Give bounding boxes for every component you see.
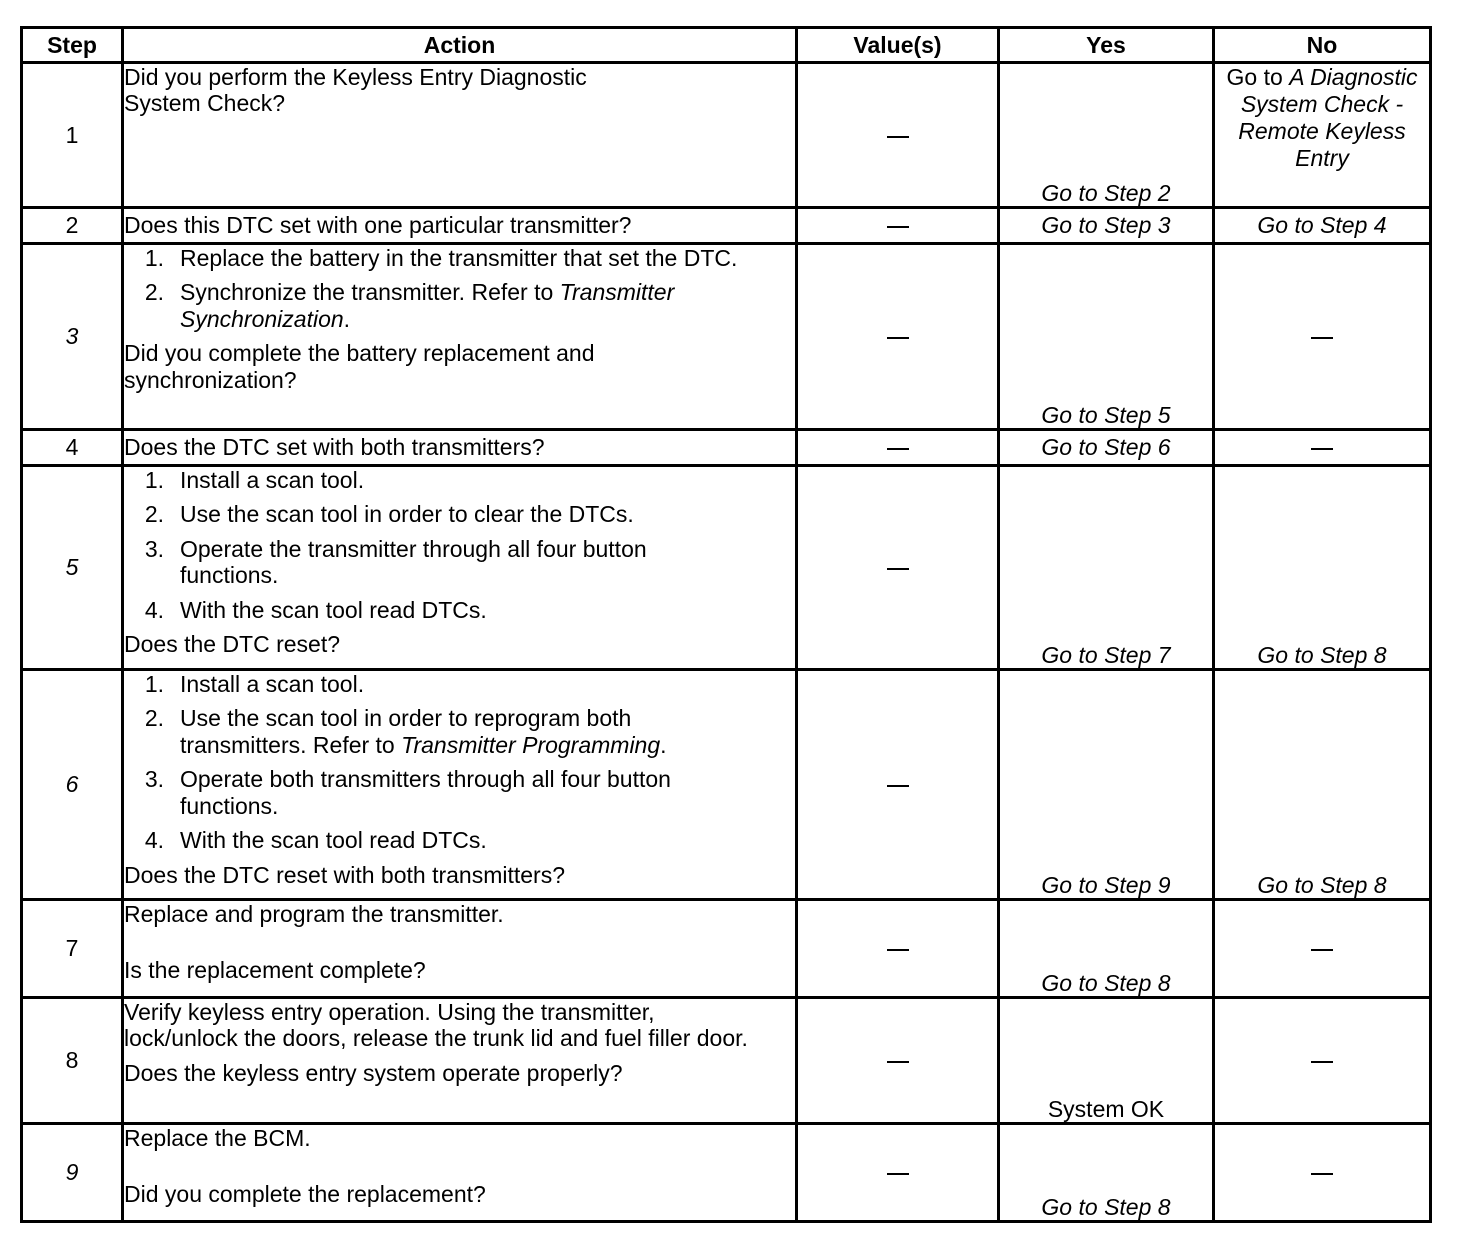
list-text-end: . <box>343 305 351 332</box>
no-cell <box>1214 244 1431 430</box>
list-text: With the scan tool read DTCs. <box>180 596 487 623</box>
table-row <box>22 900 1431 998</box>
list-number: 2. <box>144 501 164 528</box>
list-number: 1. <box>144 467 164 493</box>
yes-cell <box>999 998 1214 1124</box>
value-cell <box>797 466 999 670</box>
step-number: 5 <box>22 466 123 670</box>
dash-mark <box>1311 1061 1333 1063</box>
step-number: 9 <box>22 1124 123 1222</box>
list-text <box>180 279 795 332</box>
list-text-body: Synchronize the transmitter. Refer to <box>180 279 560 306</box>
yes-cell <box>999 63 1214 208</box>
yes-link[interactable]: Go to Step 8 <box>1041 969 1171 996</box>
action-text: Verify keyless entry operation. Using the transmitter, lock/unlock the doors, release the trunk lid and fuel filler door. <box>124 999 748 1052</box>
header-row <box>22 28 1431 63</box>
action-cell <box>123 1124 797 1222</box>
list-number: 1. <box>144 245 164 271</box>
action-question: Does the keyless entry system operate properly? <box>124 1059 623 1086</box>
action-question: Does the DTC set with both transmitters? <box>124 434 545 461</box>
action-question: Did you complete the battery replacement and synchronization? <box>124 340 595 393</box>
value-cell <box>797 63 999 208</box>
yes-cell <box>999 900 1214 998</box>
value-cell <box>797 670 999 900</box>
list-number: 3. <box>144 766 164 793</box>
dash-mark <box>1311 1173 1333 1175</box>
no-cell <box>1214 430 1431 466</box>
list-item <box>124 245 795 271</box>
reference-link[interactable]: Transmitter Programming <box>401 731 661 758</box>
step-number: 1 <box>22 63 123 208</box>
list-number: 1. <box>144 671 164 697</box>
list-item <box>124 827 795 853</box>
header-no: No <box>1214 28 1431 63</box>
yes-link[interactable]: Go to Step 3 <box>1041 212 1171 239</box>
list-text: Operate both transmitters through all four button functions. <box>180 766 671 819</box>
list-item <box>124 536 795 589</box>
dash-mark <box>887 1173 909 1175</box>
dash-mark <box>887 568 909 570</box>
list-item <box>124 467 795 493</box>
yes-cell <box>999 244 1214 430</box>
dash-mark <box>887 337 909 339</box>
dash-mark <box>1311 337 1333 339</box>
yes-result: System OK <box>1047 1095 1165 1122</box>
no-cell <box>1214 1124 1431 1222</box>
list-text: Replace the battery in the transmitter that set the DTC. <box>180 245 738 271</box>
action-text: Replace the BCM. <box>124 1125 311 1151</box>
dash-mark <box>887 1061 909 1063</box>
yes-link[interactable]: Go to Step 2 <box>1041 179 1171 206</box>
header-step: Step <box>22 28 123 63</box>
list-text: Install a scan tool. <box>180 467 365 493</box>
dash-mark <box>1311 448 1333 450</box>
table-row <box>22 244 1431 430</box>
table-row <box>22 466 1431 670</box>
no-prefix: Go to <box>1226 64 1290 90</box>
no-link[interactable]: Go to Step 4 <box>1257 212 1387 239</box>
step-number: 2 <box>22 208 123 244</box>
table-row <box>22 208 1431 244</box>
step-number: 6 <box>22 670 123 900</box>
action-cell <box>123 998 797 1124</box>
reference-link[interactable]: Transmitter Synchronization <box>180 279 675 332</box>
list-number: 2. <box>144 279 164 306</box>
list-text-body: Use the scan tool in order to reprogram both transmitters. Refer to <box>180 705 632 758</box>
action-question: Did you perform the Keyless Entry Diagnostic System Check? <box>124 64 587 117</box>
list-text-end: . <box>660 731 667 758</box>
yes-link[interactable]: Go to Step 7 <box>1041 641 1171 668</box>
no-cell <box>1214 900 1431 998</box>
yes-cell <box>999 430 1214 466</box>
yes-cell <box>999 1124 1214 1222</box>
table-row <box>22 1124 1431 1222</box>
yes-cell <box>999 466 1214 670</box>
list-item <box>124 597 795 623</box>
list-number: 3. <box>144 535 164 562</box>
list-text: Operate the transmitter through all four button functions. <box>180 535 647 589</box>
step-number: 3 <box>22 244 123 430</box>
yes-link[interactable]: Go to Step 5 <box>1041 401 1171 428</box>
no-cell <box>1214 63 1431 208</box>
list-number: 4. <box>144 827 164 854</box>
no-link[interactable]: Go to Step 8 <box>1257 641 1387 668</box>
list-item <box>124 279 795 332</box>
no-cell <box>1214 208 1431 244</box>
yes-link[interactable]: Go to Step 8 <box>1041 1193 1171 1220</box>
action-cell <box>123 670 797 900</box>
action-cell <box>123 466 797 670</box>
action-question: Does this DTC set with one particular transmitter? <box>124 212 632 239</box>
list-item <box>124 671 795 697</box>
action-question: Does the DTC reset with both transmitters? <box>124 861 565 888</box>
no-cell <box>1214 670 1431 900</box>
list-item <box>124 705 795 758</box>
header-values: Value(s) <box>797 28 999 63</box>
no-link[interactable]: A Diagnostic System Check - Remote Keyless Entry <box>1238 64 1418 171</box>
dash-mark <box>887 785 909 787</box>
list-text <box>180 705 795 758</box>
action-cell <box>123 63 797 208</box>
dash-mark <box>887 949 909 951</box>
dash-mark <box>1311 949 1333 951</box>
step-number: 4 <box>22 430 123 466</box>
list-text: Use the scan tool in order to clear the DTCs. <box>180 501 634 528</box>
action-cell <box>123 244 797 430</box>
action-cell <box>123 900 797 998</box>
action-cell <box>123 430 797 466</box>
list-number: 4. <box>144 596 164 623</box>
dash-mark <box>887 448 909 450</box>
step-number: 7 <box>22 900 123 998</box>
list-item <box>124 501 795 527</box>
value-cell <box>797 244 999 430</box>
no-link[interactable]: Go to Step 8 <box>1257 871 1387 898</box>
table-row <box>22 998 1431 1124</box>
table-row <box>22 63 1431 208</box>
action-question: Did you complete the replacement? <box>124 1181 486 1208</box>
list-item <box>124 766 795 819</box>
diagnostic-table <box>20 26 1432 1223</box>
header-yes: Yes <box>999 28 1214 63</box>
dash-mark <box>887 136 909 138</box>
yes-link[interactable]: Go to Step 6 <box>1041 434 1171 461</box>
dash-mark <box>887 226 909 228</box>
yes-cell <box>999 670 1214 900</box>
action-question: Is the replacement complete? <box>124 957 426 984</box>
step-number: 8 <box>22 998 123 1124</box>
action-cell <box>123 208 797 244</box>
table-row <box>22 670 1431 900</box>
value-cell <box>797 900 999 998</box>
list-text: With the scan tool read DTCs. <box>180 827 487 854</box>
list-text: Install a scan tool. <box>180 671 365 697</box>
value-cell <box>797 998 999 1124</box>
yes-cell <box>999 208 1214 244</box>
table-row <box>22 430 1431 466</box>
no-cell <box>1214 466 1431 670</box>
no-cell <box>1214 998 1431 1124</box>
action-text: Replace and program the transmitter. <box>124 901 504 927</box>
value-cell <box>797 430 999 466</box>
yes-link[interactable]: Go to Step 9 <box>1041 871 1171 898</box>
value-cell <box>797 208 999 244</box>
value-cell <box>797 1124 999 1222</box>
list-number: 2. <box>144 705 164 732</box>
action-question: Does the DTC reset? <box>124 631 341 658</box>
header-action: Action <box>123 28 797 63</box>
